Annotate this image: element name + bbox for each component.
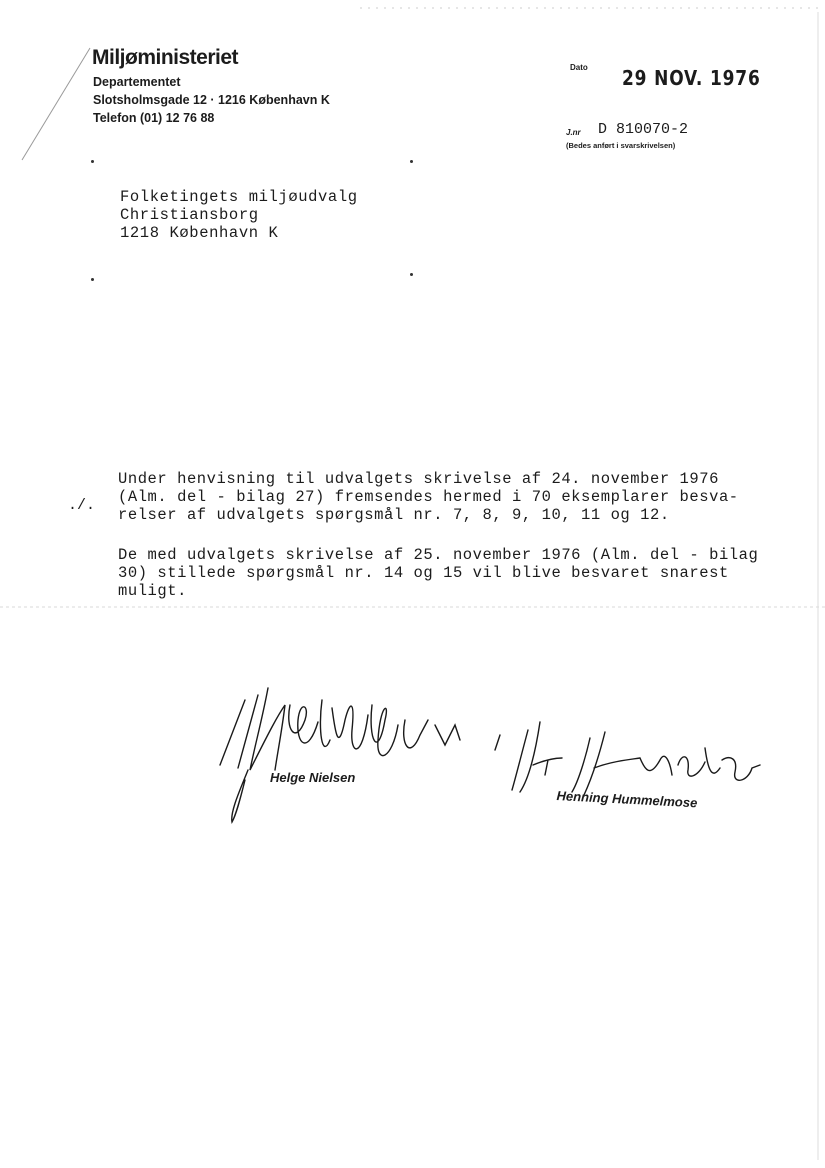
recipient-address	[120, 188, 358, 242]
body-line: (Alm. del - bilag 27) fremsendes hermed i 70 eksemplarer besva-	[118, 488, 739, 506]
ministry-name: Miljøministeriet	[92, 46, 239, 69]
window-corner-mark	[410, 273, 413, 276]
recipient-line: 1218 København K	[120, 224, 279, 242]
date-stamp: 29 NOV. 1976	[622, 66, 761, 90]
signatory-name-1: Helge Nielsen	[270, 770, 356, 785]
date-label: Dato	[570, 63, 588, 72]
body-paragraph-1	[118, 470, 739, 524]
department-phone: Telefon (01) 12 76 88	[93, 111, 215, 125]
letterhead-details	[93, 73, 330, 127]
journal-label: J.nr	[566, 128, 581, 137]
recipient-line: Folketingets miljøudvalg	[120, 188, 358, 206]
body-line: relser af udvalgets spørgsmål nr. 7, 8, 9, 10, 11 og 12.	[118, 506, 670, 524]
body-line: Under henvisning til udvalgets skrivelse af 24. november 1976	[118, 470, 719, 488]
body-line: muligt.	[118, 582, 187, 600]
body-line: De med udvalgets skrivelse af 25. november 1976 (Alm. del - bilag	[118, 546, 759, 564]
signatory-name-2: Henning Hummelmose	[556, 788, 698, 811]
body-paragraph-2	[118, 546, 758, 600]
department-name: Departementet	[93, 75, 181, 89]
window-corner-mark	[91, 160, 94, 163]
recipient-line: Christiansborg	[120, 206, 259, 224]
body-line: 30) stillede spørgsmål nr. 14 og 15 vil blive besvaret snarest	[118, 564, 729, 582]
enclosure-mark: ./.	[68, 497, 96, 514]
window-corner-mark	[91, 278, 94, 281]
department-address: Slotsholmsgade 12 · 1216 København K	[93, 93, 330, 107]
journal-number: D 810070-2	[598, 121, 689, 138]
journal-note: (Bedes anført i svarskrivelsen)	[566, 141, 676, 150]
window-corner-mark	[410, 160, 413, 163]
